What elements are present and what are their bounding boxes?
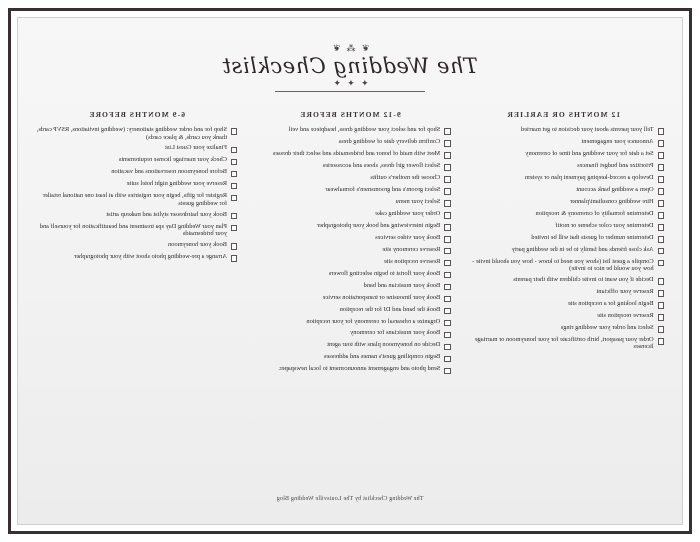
list-item[interactable]: [249, 150, 450, 159]
list-item-label: Decide on honeymoon plans with tour agent: [327, 341, 441, 349]
list-item-label: Choose the mother's outfits: [370, 173, 441, 181]
checkbox-icon[interactable]: [658, 314, 664, 320]
list-item[interactable]: [249, 246, 450, 255]
list-item[interactable]: [463, 312, 664, 321]
checkbox-icon[interactable]: [444, 296, 450, 302]
checkbox-icon[interactable]: [444, 224, 450, 230]
list-item-label: Select your menu: [395, 197, 441, 205]
list-item[interactable]: [249, 222, 450, 231]
title-block: [18, 44, 682, 92]
list-item[interactable]: [36, 144, 237, 153]
list-item[interactable]: [36, 168, 237, 177]
list-item-label: Register for gifts, begin your registries with at least one national retailer for wedding guests: [42, 192, 227, 207]
list-item[interactable]: [249, 234, 450, 243]
list-item[interactable]: [249, 210, 450, 219]
checkbox-icon[interactable]: [231, 159, 237, 165]
list-item-label: Select flower girl dress, shoes and accessories: [322, 161, 441, 169]
list-item-label: Shop for and order wedding stationery: (wedding invitations, RSVP cards, thank you cards, & place cards): [36, 126, 227, 141]
checkbox-icon[interactable]: [444, 308, 450, 314]
list-item[interactable]: [463, 150, 664, 159]
list-item[interactable]: [36, 253, 237, 262]
list-item[interactable]: [463, 336, 664, 351]
list-item-label: Set a date for your wedding and time of ceremony: [525, 149, 654, 157]
checkbox-icon[interactable]: [231, 255, 237, 261]
list-item-label: Announce your engagement: [581, 137, 654, 145]
list-item[interactable]: [463, 300, 664, 309]
list-item[interactable]: [249, 341, 450, 350]
checkbox-icon[interactable]: [658, 260, 664, 266]
checkbox-icon[interactable]: [444, 272, 450, 278]
checkbox-icon[interactable]: [444, 260, 450, 266]
list-item[interactable]: [249, 329, 450, 338]
checklist-column-3: [36, 110, 237, 377]
checkbox-icon[interactable]: [444, 188, 450, 194]
list-item-label: Open a wedding bank account: [576, 185, 654, 193]
checkbox-icon[interactable]: [658, 188, 664, 194]
list-item-label: Book your musicians for ceremony: [350, 329, 441, 337]
checkbox-icon[interactable]: [231, 183, 237, 189]
list-item[interactable]: [249, 353, 450, 362]
list-item-label: Reserve your officiant: [596, 288, 654, 295]
list-item[interactable]: [249, 258, 450, 267]
list-item-label: Decide if you want to invite children with their parents: [513, 276, 654, 284]
list-item-label: Reserve reception site: [383, 257, 441, 265]
checkbox-icon[interactable]: [658, 176, 664, 182]
list-item-label: Plan your Wedding Day spa treatment and beautification for yourself and your bridesmaids: [39, 222, 227, 238]
list-item-label: Book your florist to begin selecting flowers: [328, 269, 441, 277]
list-item[interactable]: [463, 288, 664, 297]
checkbox-icon[interactable]: [658, 224, 664, 230]
list-item[interactable]: [249, 198, 450, 207]
checkbox-icon[interactable]: [444, 284, 450, 290]
list-item-label: Organize a rehearsal or ceremony for your reception: [306, 317, 441, 325]
list-item-label: Reserve reception site: [597, 311, 654, 319]
checklist-column-2: [249, 110, 450, 377]
list-item-label: Determine your color scheme or motif: [555, 221, 654, 229]
list-item-label: Determine number of guests that will be invited: [531, 233, 654, 241]
column-heading: 9-12 MONTHS BEFORE: [299, 110, 401, 119]
checkbox-icon[interactable]: [658, 128, 664, 134]
list-item[interactable]: [463, 234, 664, 243]
checkbox-icon[interactable]: [444, 356, 450, 362]
checkbox-icon[interactable]: [444, 152, 450, 158]
checkbox-icon[interactable]: [658, 200, 664, 206]
list-item-label: Begin compiling guest's names and addresses: [323, 353, 441, 361]
list-item[interactable]: [463, 126, 664, 135]
checkbox-icon[interactable]: [658, 248, 664, 254]
page-title: The Wedding Checklist: [222, 54, 478, 78]
list-item-label: Confirm delivery date of wedding dress: [338, 137, 441, 145]
list-item[interactable]: [249, 318, 450, 327]
list-item-label: Select groom's and groomsmen's formalwear: [325, 185, 441, 193]
checkbox-icon[interactable]: [444, 236, 450, 242]
checkbox-icon[interactable]: [444, 344, 450, 350]
checkbox-icon[interactable]: [231, 225, 237, 231]
title-divider: [275, 91, 425, 92]
list-item[interactable]: [463, 258, 664, 273]
checkbox-icon[interactable]: [444, 332, 450, 338]
checkbox-icon[interactable]: [444, 176, 450, 182]
list-item[interactable]: [249, 138, 450, 147]
list-item-label: Before honeymoon reservations and vacation: [111, 168, 227, 176]
checkbox-icon[interactable]: [444, 212, 450, 218]
ornament-top-icon: ❦ ⁂ ❦: [330, 43, 370, 53]
list-item-label: Compile a guest list (show you need to know - how you should invite - how you would be nice to invite): [472, 257, 654, 273]
list-item-label: Hire wedding consultant/planner: [569, 197, 654, 205]
ornament-bottom-icon: ✦ ✦ ✦: [331, 78, 369, 88]
document-page: [17, 17, 683, 525]
checkbox-icon[interactable]: [444, 128, 450, 134]
list-item[interactable]: [249, 174, 450, 183]
checklist-sheet: [18, 18, 682, 524]
checkbox-icon[interactable]: [231, 195, 237, 201]
checkbox-icon[interactable]: [658, 278, 664, 284]
list-item[interactable]: [36, 211, 237, 220]
checkbox-icon[interactable]: [444, 164, 450, 170]
column-heading: 12 MONTHS OR EARLIER: [506, 110, 621, 119]
list-item[interactable]: [463, 210, 664, 219]
list-item-label: Book your limousine or transportation service: [322, 293, 441, 301]
list-item-label: Prioritize and budget finances: [577, 161, 654, 169]
list-item[interactable]: [463, 138, 664, 147]
column-heading: 6-9 MONTHS BEFORE: [88, 110, 185, 119]
checklist-items: [463, 126, 664, 351]
list-item-label: Book your hairdresser stylist and makeup artist: [106, 210, 227, 218]
list-item-label: Order your passport, birth certificate for your honeymoon or marriage licenses: [474, 335, 654, 351]
document-footer: The Wedding Checklist by The Louisville Wedding Blog: [276, 496, 424, 502]
list-item-label: Arrange a pre-wedding photo shoot with your photographer: [74, 252, 227, 260]
list-item[interactable]: [36, 223, 237, 238]
list-item-label: Book your musician and band: [363, 281, 441, 289]
checkbox-icon[interactable]: [444, 200, 450, 206]
checkbox-icon[interactable]: [658, 338, 664, 344]
list-item[interactable]: [463, 198, 664, 207]
list-item[interactable]: [463, 246, 664, 255]
checkbox-icon[interactable]: [231, 128, 237, 134]
checklist-items: [249, 126, 450, 374]
checkbox-icon[interactable]: [658, 290, 664, 296]
list-item[interactable]: [36, 241, 237, 250]
checklist-items: [36, 126, 237, 262]
list-item[interactable]: [249, 306, 450, 315]
list-item-label: Meet with maid of honor and bridesmaids and select their dresses: [272, 149, 441, 157]
checkbox-icon[interactable]: [658, 302, 664, 308]
list-item-label: Book your video services: [375, 233, 441, 241]
list-item[interactable]: [463, 276, 664, 285]
list-item[interactable]: [36, 192, 237, 207]
list-item-label: Ask close friends and family to be in the wedding party: [511, 245, 654, 253]
checkbox-icon[interactable]: [658, 326, 664, 332]
list-item-label: Order your wedding cake: [375, 209, 441, 217]
list-item[interactable]: [249, 365, 450, 374]
checkbox-icon[interactable]: [444, 368, 450, 374]
list-item-label: Book your honeymoon: [168, 240, 227, 248]
list-item[interactable]: [463, 186, 664, 195]
checkbox-icon[interactable]: [658, 212, 664, 218]
list-item-label: Shop for and select your wedding dress, headpiece and veil: [288, 126, 441, 133]
list-item[interactable]: [36, 126, 237, 141]
checkbox-icon[interactable]: [444, 140, 450, 146]
checklist-column-1: [463, 110, 664, 377]
list-item-label: Develop a record-keeping payment plan or system: [524, 173, 654, 181]
list-item[interactable]: [463, 174, 664, 183]
list-item[interactable]: [249, 126, 450, 135]
list-item[interactable]: [249, 162, 450, 171]
list-item[interactable]: [463, 324, 664, 333]
list-item[interactable]: [249, 294, 450, 303]
checkbox-icon[interactable]: [658, 236, 664, 242]
checkbox-icon[interactable]: [658, 164, 664, 170]
list-item-label: Reserve ceremony site: [382, 245, 441, 253]
document-frame: [8, 8, 692, 534]
list-item-label: Begin interviewing and book your photographer: [316, 221, 441, 229]
list-item[interactable]: [36, 156, 237, 165]
list-item[interactable]: [36, 180, 237, 189]
checklist-columns: [36, 110, 664, 377]
list-item-label: Send photo and engagement announcement to local newspaper.: [278, 365, 441, 373]
list-item-label: Begin looking for a reception site: [567, 299, 654, 307]
checkbox-icon[interactable]: [444, 248, 450, 254]
list-item-label: Reserve your wedding night hotel suite: [126, 180, 227, 188]
list-item[interactable]: [463, 162, 664, 171]
list-item-label: Book the band and DJ for the reception: [339, 305, 441, 313]
list-item-label: Tell your parents about your decision to get married: [520, 126, 654, 133]
list-item-label: Check your marriage license requirements: [118, 156, 227, 164]
list-item-label: Finalize your Guest List: [165, 144, 227, 152]
checkbox-icon[interactable]: [231, 147, 237, 153]
list-item-label: Determine formality of ceremony & reception: [535, 209, 654, 217]
list-item-label: Select and order your wedding rings: [560, 323, 654, 331]
list-item[interactable]: [249, 186, 450, 195]
checkbox-icon[interactable]: [658, 152, 664, 158]
list-item[interactable]: [463, 222, 664, 231]
checkbox-icon[interactable]: [444, 320, 450, 326]
list-item[interactable]: [249, 282, 450, 291]
checkbox-icon[interactable]: [658, 140, 664, 146]
list-item[interactable]: [249, 270, 450, 279]
checkbox-icon[interactable]: [231, 213, 237, 219]
checkbox-icon[interactable]: [231, 243, 237, 249]
checkbox-icon[interactable]: [231, 171, 237, 177]
